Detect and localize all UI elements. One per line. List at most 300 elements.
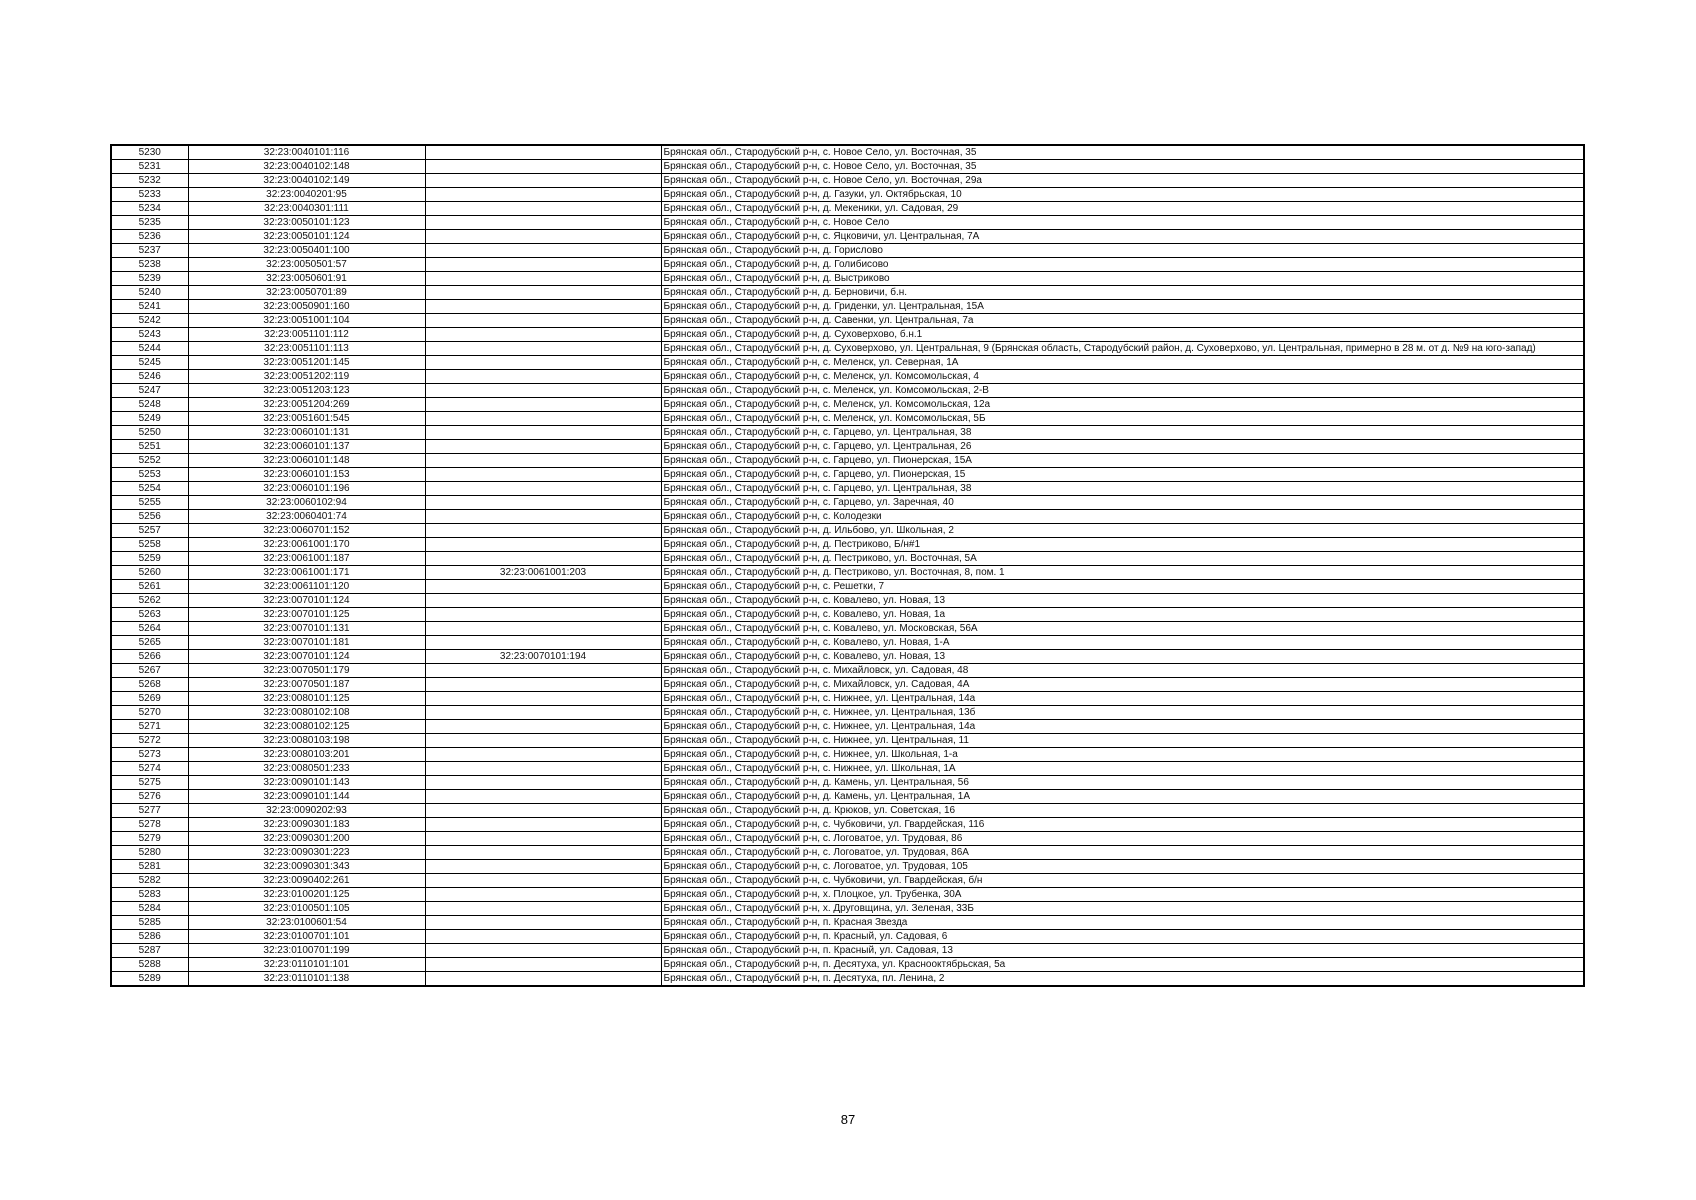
row-number-cell: 5271 — [111, 720, 188, 734]
table-row — [111, 958, 1584, 972]
registry-table-body — [111, 145, 1584, 986]
cadastral-number-cell: 32:23:0090301:200 — [188, 832, 425, 846]
address-cell: Брянская обл., Стародубский р-н, с. Новое Село, ул. Восточная, 35 — [661, 160, 1584, 174]
row-number-cell: 5265 — [111, 636, 188, 650]
table-row — [111, 468, 1584, 482]
table-row — [111, 216, 1584, 230]
address-cell: Брянская обл., Стародубский р-н, д. Выстриково — [661, 272, 1584, 286]
address-cell: Брянская обл., Стародубский р-н, с. Нижнее, ул. Центральная, 11 — [661, 734, 1584, 748]
page-number: 87 — [840, 1112, 856, 1127]
cadastral-number-cell: 32:23:0060101:131 — [188, 426, 425, 440]
cadastral-number-cell: 32:23:0070501:179 — [188, 664, 425, 678]
address-cell: Брянская обл., Стародубский р-н, д. Газуки, ул. Октябрьская, 10 — [661, 188, 1584, 202]
cadastral-number-cell: 32:23:0070101:125 — [188, 608, 425, 622]
address-cell: Брянская обл., Стародубский р-н, с. Колодезки — [661, 510, 1584, 524]
cadastral-number-cell: 32:23:0070501:187 — [188, 678, 425, 692]
table-row — [111, 706, 1584, 720]
address-cell: Брянская обл., Стародубский р-н, с. Логоватое, ул. Трудовая, 86 — [661, 832, 1584, 846]
table-row — [111, 496, 1584, 510]
related-cadastral-number-cell — [425, 342, 661, 356]
address-cell: Брянская обл., Стародубский р-н, д. Пестриково, ул. Восточная, 8, пом. 1 — [661, 566, 1584, 580]
row-number-cell: 5230 — [111, 145, 188, 160]
table-row — [111, 145, 1584, 160]
cadastral-number-cell: 32:23:0110101:101 — [188, 958, 425, 972]
row-number-cell: 5260 — [111, 566, 188, 580]
cadastral-number-cell: 32:23:0040201:95 — [188, 188, 425, 202]
related-cadastral-number-cell — [425, 902, 661, 916]
cadastral-number-cell: 32:23:0080102:108 — [188, 706, 425, 720]
related-cadastral-number-cell — [425, 748, 661, 762]
address-cell: Брянская обл., Стародубский р-н, п. Десятуха, ул. Краснооктябрьская, 5а — [661, 958, 1584, 972]
table-row — [111, 734, 1584, 748]
related-cadastral-number-cell — [425, 734, 661, 748]
address-cell: Брянская обл., Стародубский р-н, с. Ковалево, ул. Новая, 13 — [661, 594, 1584, 608]
row-number-cell: 5280 — [111, 846, 188, 860]
cadastral-number-cell: 32:23:0070101:131 — [188, 622, 425, 636]
cadastral-number-cell: 32:23:0051203:123 — [188, 384, 425, 398]
address-cell: Брянская обл., Стародубский р-н, с. Нижнее, ул. Центральная, 14а — [661, 692, 1584, 706]
cadastral-number-cell: 32:23:0040102:148 — [188, 160, 425, 174]
related-cadastral-number-cell — [425, 440, 661, 454]
address-cell: Брянская обл., Стародубский р-н, с. Нижнее, ул. Центральная, 14а — [661, 720, 1584, 734]
address-cell: Брянская обл., Стародубский р-н, с. Ковалево, ул. Новая, 1а — [661, 608, 1584, 622]
cadastral-number-cell: 32:23:0090301:343 — [188, 860, 425, 874]
cadastral-number-cell: 32:23:0040101:116 — [188, 145, 425, 160]
related-cadastral-number-cell — [425, 314, 661, 328]
cadastral-number-cell: 32:23:0050501:57 — [188, 258, 425, 272]
table-row — [111, 930, 1584, 944]
table-row — [111, 426, 1584, 440]
address-cell: Брянская обл., Стародубский р-н, с. Чубковичи, ул. Гвардейская, б/н — [661, 874, 1584, 888]
related-cadastral-number-cell — [425, 174, 661, 188]
row-number-cell: 5248 — [111, 398, 188, 412]
related-cadastral-number-cell — [425, 356, 661, 370]
table-row — [111, 314, 1584, 328]
cadastral-number-cell: 32:23:0090301:223 — [188, 846, 425, 860]
table-row — [111, 300, 1584, 314]
related-cadastral-number-cell — [425, 552, 661, 566]
related-cadastral-number-cell — [425, 762, 661, 776]
cadastral-number-cell: 32:23:0090202:93 — [188, 804, 425, 818]
row-number-cell: 5281 — [111, 860, 188, 874]
row-number-cell: 5235 — [111, 216, 188, 230]
related-cadastral-number-cell: 32:23:0061001:203 — [425, 566, 661, 580]
address-cell: Брянская обл., Стародубский р-н, п. Красный, ул. Садовая, 6 — [661, 930, 1584, 944]
cadastral-number-cell: 32:23:0050901:160 — [188, 300, 425, 314]
cadastral-number-cell: 32:23:0080501:233 — [188, 762, 425, 776]
row-number-cell: 5275 — [111, 776, 188, 790]
address-cell: Брянская обл., Стародубский р-н, п. Десятуха, пл. Ленина, 2 — [661, 972, 1584, 987]
row-number-cell: 5244 — [111, 342, 188, 356]
related-cadastral-number-cell — [425, 860, 661, 874]
address-cell: Брянская обл., Стародубский р-н, х. Друговщина, ул. Зеленая, 33Б — [661, 902, 1584, 916]
address-cell: Брянская обл., Стародубский р-н, д. Пестриково, Б/н#1 — [661, 538, 1584, 552]
related-cadastral-number-cell — [425, 846, 661, 860]
row-number-cell: 5236 — [111, 230, 188, 244]
address-cell: Брянская обл., Стародубский р-н, д. Мекеники, ул. Садовая, 29 — [661, 202, 1584, 216]
table-row — [111, 160, 1584, 174]
related-cadastral-number-cell — [425, 384, 661, 398]
related-cadastral-number-cell — [425, 244, 661, 258]
address-cell: Брянская обл., Стародубский р-н, с. Решетки, 7 — [661, 580, 1584, 594]
cadastral-number-cell: 32:23:0070101:181 — [188, 636, 425, 650]
related-cadastral-number-cell — [425, 145, 661, 160]
cadastral-number-cell: 32:23:0061101:120 — [188, 580, 425, 594]
row-number-cell: 5272 — [111, 734, 188, 748]
row-number-cell: 5246 — [111, 370, 188, 384]
address-cell: Брянская обл., Стародубский р-н, д. Крюков, ул. Советская, 16 — [661, 804, 1584, 818]
table-row — [111, 440, 1584, 454]
cadastral-number-cell: 32:23:0060101:196 — [188, 482, 425, 496]
table-row — [111, 916, 1584, 930]
address-cell: Брянская обл., Стародубский р-н, с. Нижнее, ул. Центральная, 13б — [661, 706, 1584, 720]
row-number-cell: 5289 — [111, 972, 188, 987]
row-number-cell: 5279 — [111, 832, 188, 846]
table-row — [111, 258, 1584, 272]
table-row — [111, 370, 1584, 384]
cadastral-number-cell: 32:23:0090101:144 — [188, 790, 425, 804]
row-number-cell: 5257 — [111, 524, 188, 538]
related-cadastral-number-cell — [425, 888, 661, 902]
cadastral-number-cell: 32:23:0070101:124 — [188, 650, 425, 664]
related-cadastral-number-cell — [425, 286, 661, 300]
table-row — [111, 398, 1584, 412]
cadastral-number-cell: 32:23:0060401:74 — [188, 510, 425, 524]
related-cadastral-number-cell — [425, 468, 661, 482]
row-number-cell: 5249 — [111, 412, 188, 426]
table-row — [111, 202, 1584, 216]
table-row — [111, 538, 1584, 552]
row-number-cell: 5277 — [111, 804, 188, 818]
related-cadastral-number-cell — [425, 594, 661, 608]
cadastral-number-cell: 32:23:0060101:137 — [188, 440, 425, 454]
related-cadastral-number-cell — [425, 706, 661, 720]
cadastral-number-cell: 32:23:0061001:170 — [188, 538, 425, 552]
table-row — [111, 524, 1584, 538]
related-cadastral-number-cell — [425, 188, 661, 202]
row-number-cell: 5255 — [111, 496, 188, 510]
related-cadastral-number-cell — [425, 804, 661, 818]
cadastral-number-cell: 32:23:0090402:261 — [188, 874, 425, 888]
table-row — [111, 384, 1584, 398]
cadastral-number-cell: 32:23:0051204:269 — [188, 398, 425, 412]
address-cell: Брянская обл., Стародубский р-н, д. Берновичи, б.н. — [661, 286, 1584, 300]
row-number-cell: 5233 — [111, 188, 188, 202]
registry-table — [110, 144, 1585, 987]
related-cadastral-number-cell — [425, 202, 661, 216]
related-cadastral-number-cell — [425, 496, 661, 510]
related-cadastral-number-cell — [425, 160, 661, 174]
address-cell: Брянская обл., Стародубский р-н, д. Ильбово, ул. Школьная, 2 — [661, 524, 1584, 538]
table-row — [111, 888, 1584, 902]
cadastral-number-cell: 32:23:0100201:125 — [188, 888, 425, 902]
row-number-cell: 5276 — [111, 790, 188, 804]
row-number-cell: 5263 — [111, 608, 188, 622]
table-row — [111, 762, 1584, 776]
related-cadastral-number-cell — [425, 930, 661, 944]
table-row — [111, 902, 1584, 916]
cadastral-number-cell: 32:23:0080101:125 — [188, 692, 425, 706]
cadastral-number-cell: 32:23:0110101:138 — [188, 972, 425, 987]
table-row — [111, 342, 1584, 356]
related-cadastral-number-cell — [425, 482, 661, 496]
related-cadastral-number-cell — [425, 622, 661, 636]
related-cadastral-number-cell — [425, 958, 661, 972]
table-row — [111, 650, 1584, 664]
row-number-cell: 5232 — [111, 174, 188, 188]
row-number-cell: 5238 — [111, 258, 188, 272]
table-row — [111, 188, 1584, 202]
row-number-cell: 5261 — [111, 580, 188, 594]
related-cadastral-number-cell — [425, 328, 661, 342]
address-cell: Брянская обл., Стародубский р-н, с. Чубковичи, ул. Гвардейская, 116 — [661, 818, 1584, 832]
related-cadastral-number-cell — [425, 370, 661, 384]
row-number-cell: 5269 — [111, 692, 188, 706]
cadastral-number-cell: 32:23:0061001:171 — [188, 566, 425, 580]
address-cell: Брянская обл., Стародубский р-н, п. Красный, ул. Садовая, 13 — [661, 944, 1584, 958]
address-cell: Брянская обл., Стародубский р-н, с. Нижнее, ул. Школьная, 1А — [661, 762, 1584, 776]
table-row — [111, 328, 1584, 342]
table-row — [111, 846, 1584, 860]
table-row — [111, 482, 1584, 496]
row-number-cell: 5262 — [111, 594, 188, 608]
address-cell: Брянская обл., Стародубский р-н, с. Меленск, ул. Комсомольская, 2-В — [661, 384, 1584, 398]
address-cell: Брянская обл., Стародубский р-н, х. Плоцкое, ул. Трубенка, 30А — [661, 888, 1584, 902]
address-cell: Брянская обл., Стародубский р-н, д. Голибисово — [661, 258, 1584, 272]
address-cell: Брянская обл., Стародубский р-н, с. Логоватое, ул. Трудовая, 105 — [661, 860, 1584, 874]
cadastral-number-cell: 32:23:0090301:183 — [188, 818, 425, 832]
address-cell: Брянская обл., Стародубский р-н, с. Михайловск, ул. Садовая, 48 — [661, 664, 1584, 678]
cadastral-number-cell: 32:23:0051601:545 — [188, 412, 425, 426]
related-cadastral-number-cell — [425, 538, 661, 552]
row-number-cell: 5259 — [111, 552, 188, 566]
cadastral-number-cell: 32:23:0051001:104 — [188, 314, 425, 328]
related-cadastral-number-cell — [425, 916, 661, 930]
table-row — [111, 860, 1584, 874]
address-cell: Брянская обл., Стародубский р-н, с. Яцковичи, ул. Центральная, 7А — [661, 230, 1584, 244]
cadastral-number-cell: 32:23:0080103:198 — [188, 734, 425, 748]
related-cadastral-number-cell — [425, 720, 661, 734]
address-cell: Брянская обл., Стародубский р-н, д. Камень, ул. Центральная, 1А — [661, 790, 1584, 804]
table-row — [111, 874, 1584, 888]
table-row — [111, 454, 1584, 468]
table-row — [111, 510, 1584, 524]
address-cell: Брянская обл., Стародубский р-н, д. Суховерхово, ул. Центральная, 9 (Брянская область, Стародубский район, д. Суховерхово, ул. Центральная, примерно в 28 м. от д. №9 на юго-запад) — [661, 342, 1584, 356]
row-number-cell: 5264 — [111, 622, 188, 636]
row-number-cell: 5287 — [111, 944, 188, 958]
related-cadastral-number-cell — [425, 412, 661, 426]
cadastral-number-cell: 32:23:0080103:201 — [188, 748, 425, 762]
table-row — [111, 412, 1584, 426]
row-number-cell: 5266 — [111, 650, 188, 664]
table-row — [111, 230, 1584, 244]
row-number-cell: 5243 — [111, 328, 188, 342]
address-cell: Брянская обл., Стародубский р-н, с. Логоватое, ул. Трудовая, 86А — [661, 846, 1584, 860]
row-number-cell: 5278 — [111, 818, 188, 832]
row-number-cell: 5251 — [111, 440, 188, 454]
address-cell: Брянская обл., Стародубский р-н, д. Гриденки, ул. Центральная, 15А — [661, 300, 1584, 314]
row-number-cell: 5234 — [111, 202, 188, 216]
cadastral-number-cell: 32:23:0051101:113 — [188, 342, 425, 356]
address-cell: Брянская обл., Стародубский р-н, с. Меленск, ул. Комсомольская, 5Б — [661, 412, 1584, 426]
cadastral-number-cell: 32:23:0100501:105 — [188, 902, 425, 916]
address-cell: Брянская обл., Стародубский р-н, с. Гарцево, ул. Пионерская, 15А — [661, 454, 1584, 468]
related-cadastral-number-cell — [425, 818, 661, 832]
address-cell: Брянская обл., Стародубский р-н, с. Гарцево, ул. Центральная, 26 — [661, 440, 1584, 454]
table-row — [111, 972, 1584, 987]
related-cadastral-number-cell — [425, 874, 661, 888]
table-row — [111, 776, 1584, 790]
address-cell: Брянская обл., Стародубский р-н, д. Пестриково, ул. Восточная, 5А — [661, 552, 1584, 566]
row-number-cell: 5258 — [111, 538, 188, 552]
cadastral-number-cell: 32:23:0051202:119 — [188, 370, 425, 384]
related-cadastral-number-cell — [425, 230, 661, 244]
row-number-cell: 5250 — [111, 426, 188, 440]
address-cell: Брянская обл., Стародубский р-н, с. Меленск, ул. Комсомольская, 4 — [661, 370, 1584, 384]
row-number-cell: 5283 — [111, 888, 188, 902]
address-cell: Брянская обл., Стародубский р-н, с. Меленск, ул. Северная, 1А — [661, 356, 1584, 370]
cadastral-number-cell: 32:23:0040301:111 — [188, 202, 425, 216]
cadastral-number-cell: 32:23:0100701:199 — [188, 944, 425, 958]
cadastral-number-cell: 32:23:0100601:54 — [188, 916, 425, 930]
table-row — [111, 356, 1584, 370]
table-row — [111, 804, 1584, 818]
address-cell: Брянская обл., Стародубский р-н, д. Савенки, ул. Центральная, 7а — [661, 314, 1584, 328]
table-row — [111, 622, 1584, 636]
related-cadastral-number-cell — [425, 426, 661, 440]
cadastral-number-cell: 32:23:0060701:152 — [188, 524, 425, 538]
table-row — [111, 594, 1584, 608]
address-cell: Брянская обл., Стародубский р-н, с. Новое Село, ул. Восточная, 29а — [661, 174, 1584, 188]
cadastral-number-cell: 32:23:0051201:145 — [188, 356, 425, 370]
row-number-cell: 5254 — [111, 482, 188, 496]
related-cadastral-number-cell — [425, 678, 661, 692]
related-cadastral-number-cell — [425, 580, 661, 594]
row-number-cell: 5288 — [111, 958, 188, 972]
row-number-cell: 5253 — [111, 468, 188, 482]
table-row — [111, 580, 1584, 594]
cadastral-number-cell: 32:23:0100701:101 — [188, 930, 425, 944]
related-cadastral-number-cell — [425, 272, 661, 286]
row-number-cell: 5268 — [111, 678, 188, 692]
table-row — [111, 818, 1584, 832]
address-cell: Брянская обл., Стародубский р-н, с. Ковалево, ул. Новая, 1-А — [661, 636, 1584, 650]
row-number-cell: 5242 — [111, 314, 188, 328]
address-cell: Брянская обл., Стародубский р-н, с. Нижнее, ул. Школьная, 1-а — [661, 748, 1584, 762]
table-row — [111, 664, 1584, 678]
table-row — [111, 286, 1584, 300]
related-cadastral-number-cell — [425, 636, 661, 650]
cadastral-number-cell: 32:23:0040102:149 — [188, 174, 425, 188]
cadastral-number-cell: 32:23:0050701:89 — [188, 286, 425, 300]
cadastral-number-cell: 32:23:0050101:123 — [188, 216, 425, 230]
address-cell: Брянская обл., Стародубский р-н, с. Гарцево, ул. Заречная, 40 — [661, 496, 1584, 510]
address-cell: Брянская обл., Стародубский р-н, с. Новое Село, ул. Восточная, 35 — [661, 145, 1584, 160]
address-cell: Брянская обл., Стародубский р-н, с. Меленск, ул. Комсомольская, 12а — [661, 398, 1584, 412]
table-row — [111, 678, 1584, 692]
related-cadastral-number-cell — [425, 300, 661, 314]
related-cadastral-number-cell — [425, 510, 661, 524]
table-row — [111, 720, 1584, 734]
related-cadastral-number-cell — [425, 692, 661, 706]
related-cadastral-number-cell — [425, 944, 661, 958]
cadastral-number-cell: 32:23:0060102:94 — [188, 496, 425, 510]
address-cell: Брянская обл., Стародубский р-н, с. Новое Село — [661, 216, 1584, 230]
table-row — [111, 692, 1584, 706]
cadastral-number-cell: 32:23:0070101:124 — [188, 594, 425, 608]
table-row — [111, 790, 1584, 804]
address-cell: Брянская обл., Стародубский р-н, д. Горислово — [661, 244, 1584, 258]
cadastral-number-cell: 32:23:0090101:143 — [188, 776, 425, 790]
row-number-cell: 5241 — [111, 300, 188, 314]
row-number-cell: 5285 — [111, 916, 188, 930]
related-cadastral-number-cell — [425, 790, 661, 804]
related-cadastral-number-cell — [425, 608, 661, 622]
address-cell: Брянская обл., Стародубский р-н, п. Красная Звезда — [661, 916, 1584, 930]
row-number-cell: 5267 — [111, 664, 188, 678]
cadastral-number-cell: 32:23:0050401:100 — [188, 244, 425, 258]
row-number-cell: 5284 — [111, 902, 188, 916]
row-number-cell: 5239 — [111, 272, 188, 286]
row-number-cell: 5245 — [111, 356, 188, 370]
related-cadastral-number-cell — [425, 524, 661, 538]
related-cadastral-number-cell — [425, 216, 661, 230]
row-number-cell: 5270 — [111, 706, 188, 720]
table-row — [111, 608, 1584, 622]
address-cell: Брянская обл., Стародубский р-н, с. Михайловск, ул. Садовая, 4А — [661, 678, 1584, 692]
cadastral-number-cell: 32:23:0050101:124 — [188, 230, 425, 244]
table-row — [111, 552, 1584, 566]
row-number-cell: 5256 — [111, 510, 188, 524]
address-cell: Брянская обл., Стародубский р-н, с. Гарцево, ул. Центральная, 38 — [661, 482, 1584, 496]
related-cadastral-number-cell — [425, 454, 661, 468]
related-cadastral-number-cell — [425, 832, 661, 846]
related-cadastral-number-cell: 32:23:0070101:194 — [425, 650, 661, 664]
table-row — [111, 174, 1584, 188]
cadastral-number-cell: 32:23:0060101:153 — [188, 468, 425, 482]
address-cell: Брянская обл., Стародубский р-н, с. Ковалево, ул. Московская, 56А — [661, 622, 1584, 636]
cadastral-number-cell: 32:23:0050601:91 — [188, 272, 425, 286]
table-row — [111, 748, 1584, 762]
address-cell: Брянская обл., Стародубский р-н, д. Суховерхово, б.н.1 — [661, 328, 1584, 342]
table-row — [111, 272, 1584, 286]
cadastral-number-cell: 32:23:0080102:125 — [188, 720, 425, 734]
row-number-cell: 5273 — [111, 748, 188, 762]
table-row — [111, 944, 1584, 958]
related-cadastral-number-cell — [425, 258, 661, 272]
related-cadastral-number-cell — [425, 664, 661, 678]
row-number-cell: 5252 — [111, 454, 188, 468]
row-number-cell: 5231 — [111, 160, 188, 174]
row-number-cell: 5274 — [111, 762, 188, 776]
table-row — [111, 566, 1584, 580]
related-cadastral-number-cell — [425, 398, 661, 412]
related-cadastral-number-cell — [425, 972, 661, 987]
row-number-cell: 5286 — [111, 930, 188, 944]
row-number-cell: 5247 — [111, 384, 188, 398]
table-row — [111, 832, 1584, 846]
address-cell: Брянская обл., Стародубский р-н, с. Ковалево, ул. Новая, 13 — [661, 650, 1584, 664]
row-number-cell: 5237 — [111, 244, 188, 258]
related-cadastral-number-cell — [425, 776, 661, 790]
row-number-cell: 5282 — [111, 874, 188, 888]
address-cell: Брянская обл., Стародубский р-н, с. Гарцево, ул. Центральная, 38 — [661, 426, 1584, 440]
cadastral-number-cell: 32:23:0051101:112 — [188, 328, 425, 342]
cadastral-number-cell: 32:23:0060101:148 — [188, 454, 425, 468]
address-cell: Брянская обл., Стародубский р-н, д. Камень, ул. Центральная, 56 — [661, 776, 1584, 790]
cadastral-number-cell: 32:23:0061001:187 — [188, 552, 425, 566]
address-cell: Брянская обл., Стародубский р-н, с. Гарцево, ул. Пионерская, 15 — [661, 468, 1584, 482]
